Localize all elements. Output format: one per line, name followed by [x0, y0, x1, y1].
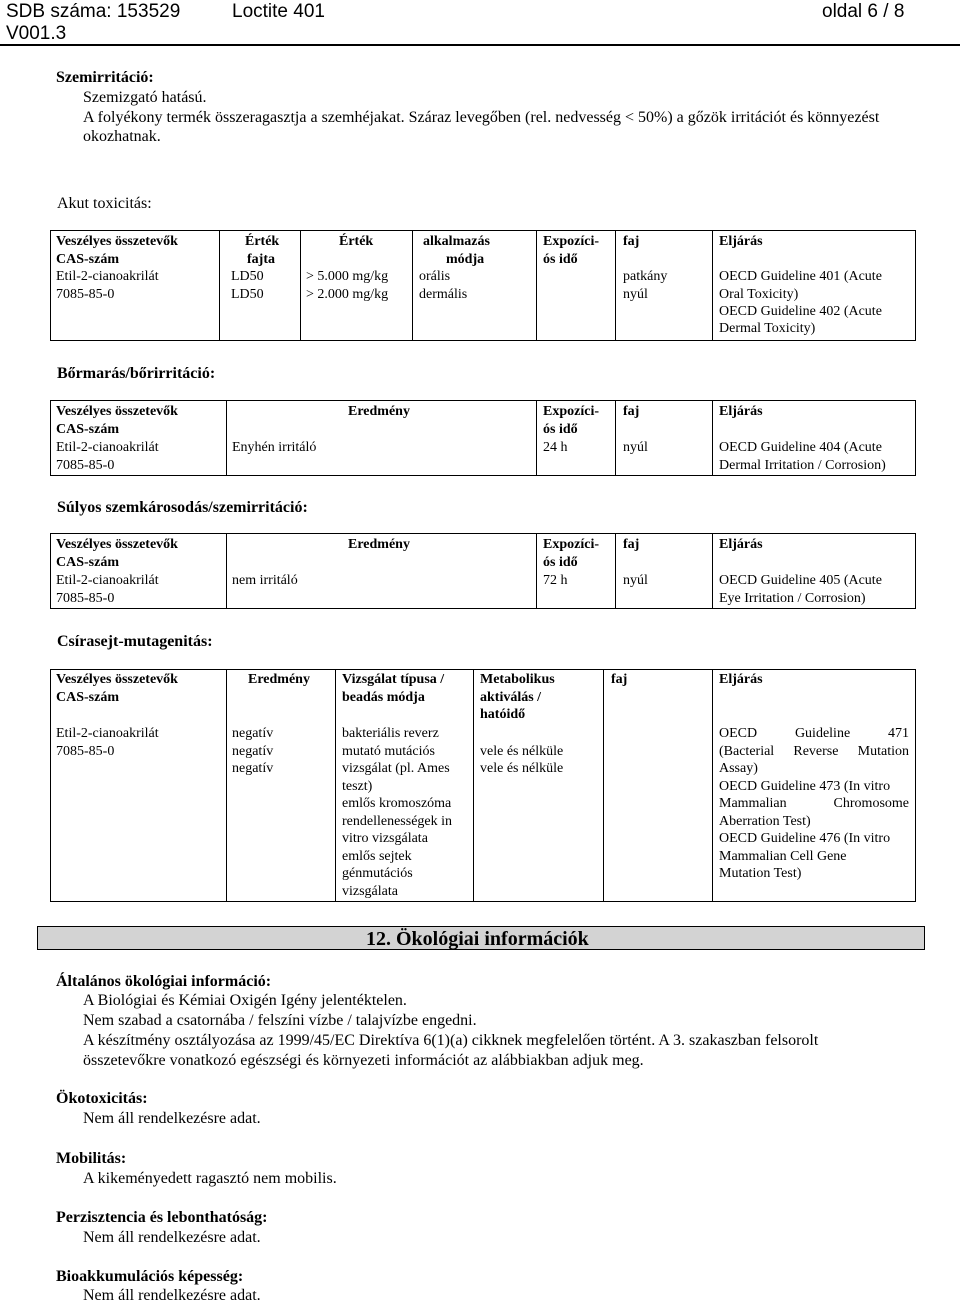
table-cell: 72 h — [543, 573, 568, 588]
skin-irritation-title: Bőrmarás/bőrirritáció: — [57, 365, 216, 382]
version: V001.3 — [6, 23, 67, 44]
table-cell: génmutációs — [342, 866, 413, 881]
col-header: Veszélyes összetevők — [56, 537, 178, 552]
table-cell: orális — [419, 269, 451, 284]
col-header: faj — [611, 672, 628, 687]
col-header: Érték — [339, 234, 374, 249]
table-cell: OECD Guideline 476 (In vitro — [719, 831, 891, 846]
col-header: ós idő — [543, 422, 578, 437]
general-eco-line: A Biológiai és Kémiai Oxigén Igény jelentéktelen. — [83, 992, 407, 1009]
table-cell: Assay) — [719, 761, 758, 776]
mutagenicity-title: Csírasejt-mutagenitás: — [57, 633, 213, 650]
table-cell: 7085-85-0 — [56, 287, 115, 302]
col-header: faj — [623, 404, 640, 419]
bioaccumulation-title: Bioakkumulációs képesség: — [56, 1268, 244, 1285]
col-header: Eredmény — [248, 672, 310, 687]
table-cell: Eye Irritation / Corrosion) — [719, 591, 866, 606]
table-cell: rendellenességek in — [342, 814, 453, 829]
table-cell: 7085-85-0 — [56, 744, 115, 759]
eye-irritation-line: okozhatnak. — [83, 128, 161, 145]
eye-damage-title: Súlyos szemkárosodás/szemirritáció: — [57, 499, 308, 516]
table-cell: > 5.000 mg/kg — [306, 269, 389, 284]
col-header: fajta — [247, 252, 275, 267]
table-cell: OECD Guideline 402 (Acute — [719, 304, 882, 319]
table-cell: (Bacterial Reverse Mutation — [719, 744, 909, 759]
table-cell: mutató mutációs — [342, 744, 435, 759]
col-header: Veszélyes összetevők — [56, 672, 178, 687]
col-header: Érték — [245, 234, 280, 249]
acute-toxicity-title: Akut toxicitás: — [57, 195, 152, 212]
col-header: Expozíci- — [543, 404, 599, 419]
table-cell: emlős sejtek — [342, 849, 412, 864]
table-cell: nem irritáló — [232, 573, 298, 588]
general-eco-title: Általános ökológiai információ: — [56, 973, 272, 990]
col-header: Metabolikus — [480, 672, 555, 687]
table-cell: bakteriális reverz — [342, 726, 439, 741]
table-cell: LD50 — [231, 287, 264, 302]
table-cell: OECD Guideline 404 (Acute — [719, 440, 882, 455]
col-header: ós idő — [543, 252, 578, 267]
col-header: ós idő — [543, 555, 578, 570]
col-header: Eljárás — [719, 672, 763, 687]
table-cell: Etil-2-cianoakrilát — [56, 269, 159, 284]
header-rule — [0, 44, 960, 46]
table-cell: vizsgálat (pl. Ames — [342, 761, 450, 776]
col-header: alkalmazás — [423, 234, 490, 249]
page-number: oldal 6 / 8 — [822, 1, 905, 22]
table-cell: Etil-2-cianoakrilát — [56, 726, 159, 741]
table-cell: Enyhén irritáló — [232, 440, 317, 455]
eye-irritation-line: Szemizgató hatású. — [83, 89, 207, 106]
table-cell: Mammalian Cell Gene — [719, 849, 847, 864]
table-cell: vele és nélküle — [480, 744, 564, 759]
table-cell: negatív — [232, 744, 274, 759]
table-cell: teszt) — [342, 779, 373, 794]
table-cell: OECD Guideline 473 (In vitro — [719, 779, 891, 794]
bioaccumulation-text: Nem áll rendelkezésre adat. — [83, 1287, 261, 1304]
table-cell: nyúl — [623, 287, 648, 302]
table-cell: nyúl — [623, 573, 648, 588]
col-header: CAS-szám — [56, 690, 119, 705]
table-cell: 24 h — [543, 440, 568, 455]
persistence-text: Nem áll rendelkezésre adat. — [83, 1229, 261, 1246]
col-header: Eredmény — [348, 537, 410, 552]
col-header: faj — [623, 234, 640, 249]
product-name: Loctite 401 — [232, 1, 325, 22]
table-cell: OECD Guideline 471 — [719, 726, 909, 741]
table-cell: emlős kromoszóma — [342, 796, 452, 811]
general-eco-line: Nem szabad a csatornába / felszíni vízbe / talajvízbe engedni. — [83, 1012, 477, 1029]
col-header: faj — [623, 537, 640, 552]
persistence-title: Perzisztencia és lebonthatóság: — [56, 1209, 268, 1226]
table-cell: Aberration Test) — [719, 814, 811, 829]
ecotoxicity-title: Ökotoxicitás: — [56, 1090, 148, 1107]
col-header: Veszélyes összetevők — [56, 234, 178, 249]
table-cell: Dermal Toxicity) — [719, 321, 816, 336]
table-cell: negatív — [232, 726, 274, 741]
col-header: CAS-szám — [56, 422, 119, 437]
col-header: Expozíci- — [543, 537, 599, 552]
col-header: Eljárás — [719, 537, 763, 552]
col-header: Eredmény — [348, 404, 410, 419]
table-cell: OECD Guideline 405 (Acute — [719, 573, 882, 588]
table-cell: vizsgálata — [342, 884, 398, 899]
table-cell: 7085-85-0 — [56, 591, 115, 606]
table-cell: > 2.000 mg/kg — [306, 287, 389, 302]
mobility-text: A kikeményedett ragasztó nem mobilis. — [83, 1170, 337, 1187]
table-cell: Mutation Test) — [719, 866, 802, 881]
col-header: Expozíci- — [543, 234, 599, 249]
eye-irritation-title: Szemirritáció: — [56, 69, 154, 86]
general-eco-line: összetevőkre vonatkozó egészségi és környezeti információt az alábbiakban adjuk meg. — [83, 1052, 644, 1069]
col-header: CAS-szám — [56, 252, 119, 267]
table-cell: Oral Toxicity) — [719, 287, 799, 302]
col-header: hatóidő — [480, 707, 526, 722]
table-cell: patkány — [623, 269, 668, 284]
col-header: aktiválás / — [480, 690, 542, 705]
col-header: CAS-szám — [56, 555, 119, 570]
col-header: beadás módja — [342, 690, 425, 705]
table-cell: Mammalian Chromosome — [719, 796, 909, 811]
table-cell: LD50 — [231, 269, 264, 284]
ecotoxicity-text: Nem áll rendelkezésre adat. — [83, 1110, 261, 1127]
col-header: módja — [446, 252, 485, 267]
table-cell: Etil-2-cianoakrilát — [56, 573, 159, 588]
table-cell: dermális — [419, 287, 468, 302]
col-header: Eljárás — [719, 404, 763, 419]
table-cell: nyúl — [623, 440, 648, 455]
sds-number: SDB száma: 153529 — [6, 1, 181, 22]
table-cell: Dermal Irritation / Corrosion) — [719, 458, 886, 473]
table-cell: 7085-85-0 — [56, 458, 115, 473]
col-header: Eljárás — [719, 234, 763, 249]
table-cell: OECD Guideline 401 (Acute — [719, 269, 882, 284]
table-cell: vele és nélküle — [480, 761, 564, 776]
eye-irritation-line: A folyékony termék összeragasztja a szemhéjakat. Száraz levegőben (rel. nedvesség < 50%) a gőzök irritációt és könnyezést — [83, 109, 880, 126]
table-cell: negatív — [232, 761, 274, 776]
table-cell: vitro vizsgálata — [342, 831, 428, 846]
general-eco-line: A készítmény osztályozása az 1999/45/EC Direktíva 6(1)(a) cikknek megfelelően történt. A 3. szakaszban felsorolt — [83, 1032, 819, 1049]
mobility-title: Mobilitás: — [56, 1150, 127, 1167]
col-header: Veszélyes összetevők — [56, 404, 178, 419]
section-12-header — [37, 926, 925, 950]
col-header: Vizsgálat típusa / — [342, 672, 445, 687]
table-cell: Etil-2-cianoakrilát — [56, 440, 159, 455]
section-12-title: 12. Ökológiai információk — [366, 928, 589, 950]
